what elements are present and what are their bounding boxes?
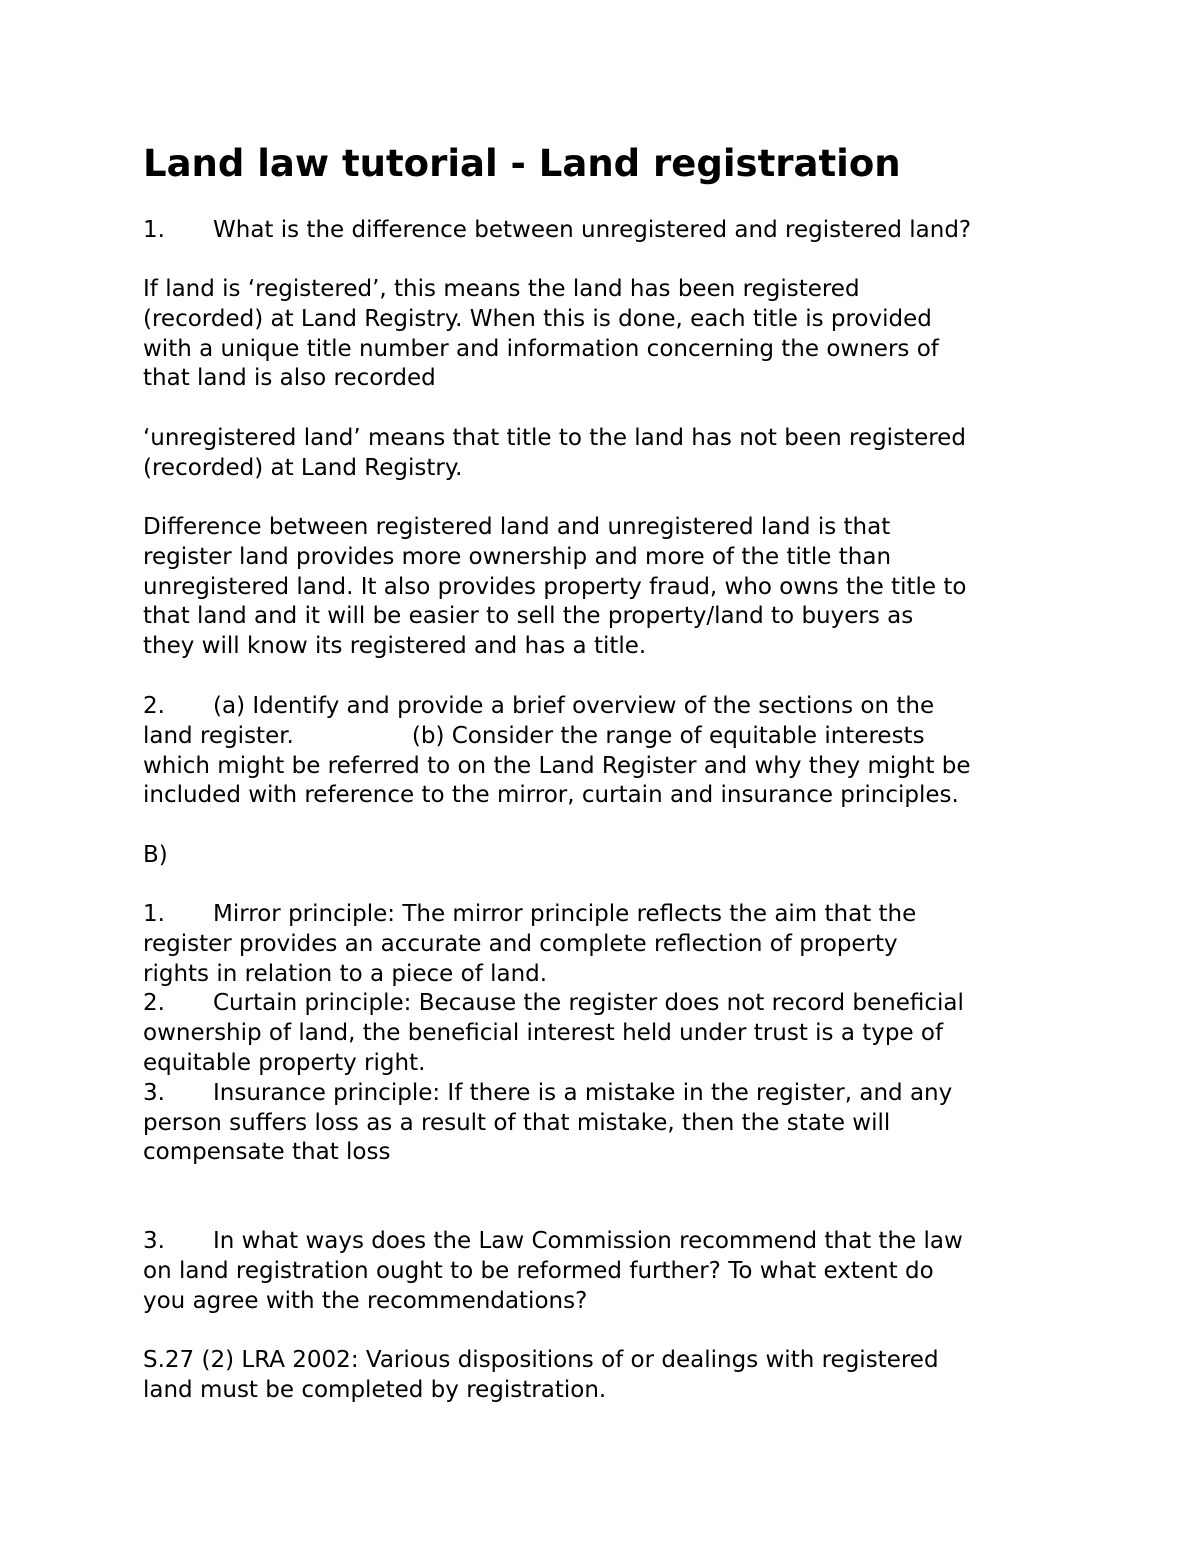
principles-list <box>143 900 1073 1168</box>
paragraph-registered <box>143 275 1073 394</box>
question-text: land register. <box>143 722 294 749</box>
question-text: which might be referred to on the Land Register and why they might be <box>143 752 971 779</box>
section-label: B) <box>143 842 168 868</box>
text-line: (recorded) at Land Registry. When this is done, each title is provided <box>143 305 932 332</box>
text-line: (recorded) at Land Registry. <box>143 454 463 481</box>
question-text: you agree with the recommendations? <box>143 1287 588 1314</box>
question-number: 3. <box>143 1228 165 1254</box>
paragraph-s27 <box>143 1346 1073 1406</box>
text-line: If land is ‘registered’, this means the land has been registered <box>143 276 860 302</box>
text-line: ‘unregistered land’ means that title to the land has not been registered <box>143 425 966 451</box>
text-line: they will know its registered and has a title. <box>143 633 647 660</box>
paragraph-unregistered <box>143 424 1073 484</box>
list-text: Curtain principle: Because the register does not record beneficial <box>213 990 964 1017</box>
list-item <box>143 900 1073 930</box>
text-line: unregistered land. It also provides property fraud, who owns the title to <box>143 573 967 600</box>
list-item <box>143 989 1073 1019</box>
question-2 <box>143 692 1073 811</box>
list-number: 1. <box>143 901 165 927</box>
text-line: with a unique title number and information concerning the owners of <box>143 335 939 362</box>
list-text: rights in relation to a piece of land. <box>143 960 548 987</box>
question-text: (a) Identify and provide a brief overview of the sections on the <box>213 693 935 719</box>
list-text: ownership of land, the beneficial interest held under trust is a type of <box>143 1020 944 1047</box>
text-line: that land is also recorded <box>143 365 436 392</box>
text-line: that land and it will be easier to sell the property/land to buyers as <box>143 603 914 630</box>
list-text: Insurance principle: If there is a mistake in the register, and any <box>213 1079 953 1106</box>
list-text: person suffers loss as a result of that mistake, then the state will <box>143 1109 891 1136</box>
question-1 <box>143 216 1073 246</box>
list-text: register provides an accurate and complete reflection of property <box>143 930 898 957</box>
question-text: included with reference to the mirror, curtain and insurance principles. <box>143 782 959 809</box>
question-text: on land registration ought to be reformed further? To what extent do <box>143 1257 934 1284</box>
list-number: 3. <box>143 1079 165 1106</box>
text-line: land must be completed by registration. <box>143 1376 607 1403</box>
question-text: (b) Consider the range of equitable interests <box>411 722 925 749</box>
text-line: register land provides more ownership and more of the title than <box>143 543 892 570</box>
question-text: In what ways does the Law Commission recommend that the law <box>213 1228 963 1254</box>
list-item <box>143 1079 1073 1109</box>
list-text: Mirror principle: The mirror principle reflects the aim that the <box>213 901 917 927</box>
text-line: Difference between registered land and unregistered land is that <box>143 514 891 540</box>
text-line: S.27 (2) LRA 2002: Various dispositions of or dealings with registered <box>143 1347 939 1373</box>
list-text: compensate that loss <box>143 1139 391 1166</box>
question-text: What is the difference between unregistered and registered land? <box>213 217 972 243</box>
question-number: 1. <box>143 217 165 243</box>
list-number: 2. <box>143 990 165 1017</box>
question-number: 2. <box>143 693 165 719</box>
question-3 <box>143 1227 1073 1316</box>
document-title: Land law tutorial - Land registration <box>143 142 901 185</box>
paragraph-difference <box>143 513 1073 662</box>
section-label-b <box>143 841 1073 871</box>
list-text: equitable property right. <box>143 1049 426 1076</box>
